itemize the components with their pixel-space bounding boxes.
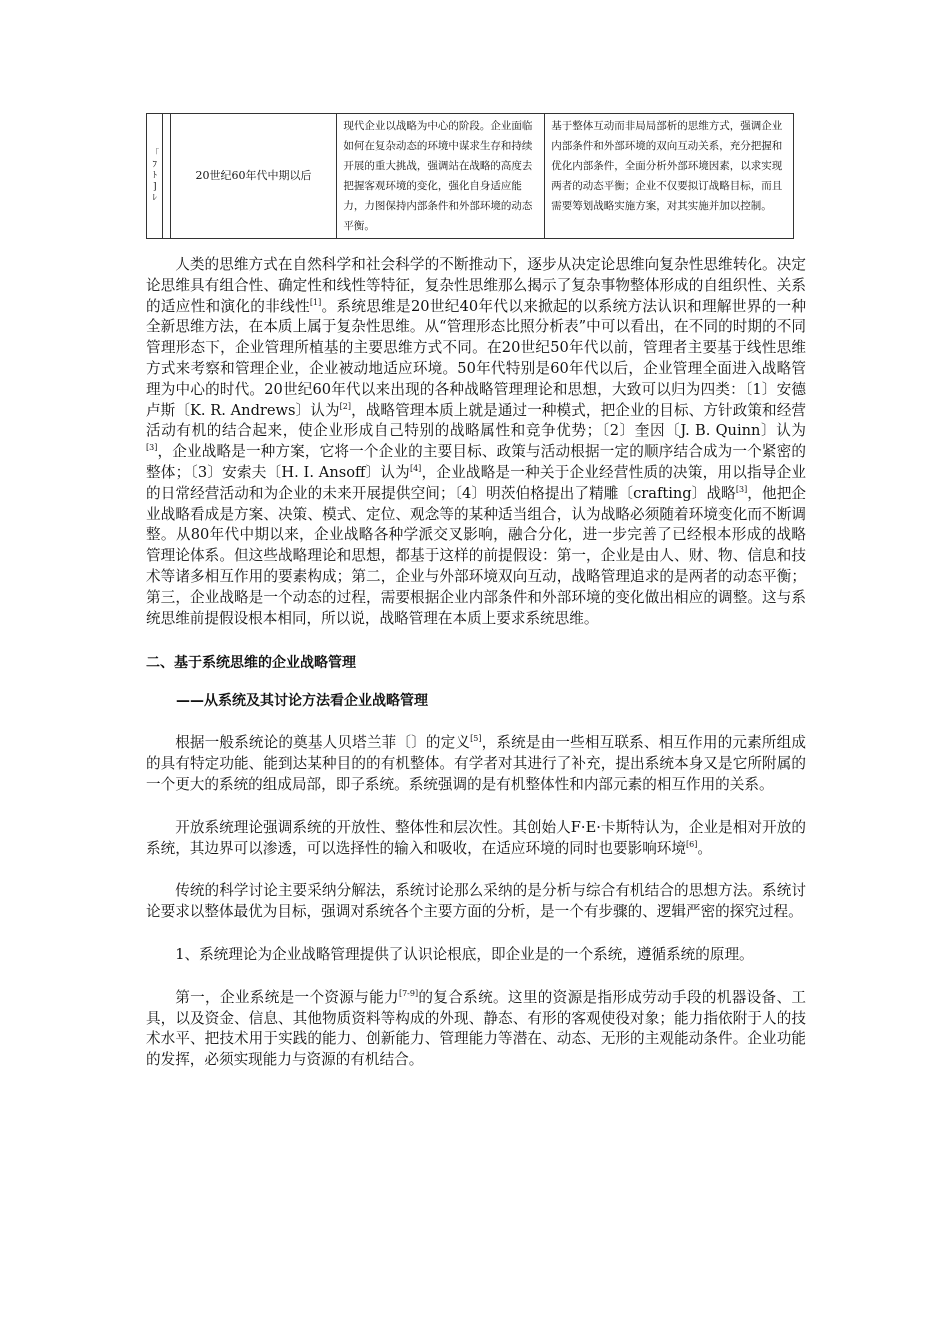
table-thinking-cell: 基于整体互动而非局局部析的思维方式，强调企业内部条件和外部环境的双向互动关系，充分把握和优化内部条件，全面分析外部环境因素，以求实现两者的动态平衡；企业不仅要拟订战略目标，而且需要筹划战略实施方案，对其实施并加以控制。 [545, 114, 794, 239]
section-subheading: ——从系统及其讨论方法看企业战略管理 [176, 693, 428, 710]
text: 人类的思维方式在自然科学和社会科学的不断推动下，逐步从决定论思维向复杂性思维转化。决定论思维具有组合性、确定性和线性等特征，复杂性思维那么揭示了复杂事物整体形成的自组织性、关系的适应性和演化的非线性 [146, 256, 806, 315]
paragraph-thinking-evolution [146, 255, 806, 629]
table-row [147, 114, 794, 239]
citation: [4] [409, 464, 422, 474]
side-char: ﾚ [152, 192, 157, 203]
paragraph-system-definition [146, 733, 806, 795]
citation: [3] [146, 443, 158, 453]
text: 。系统思维是20世纪40年代以来掀起的以系统方法认识和理解世界的一种全新思维方法，在本质上属于复杂性思维。从“管理形态比照分析表”中可以看出，在不同的时期的不同管理形态下，企业管理所植基的主要思维方式不同。在20世纪50年代以前，管理者主要基于线性思维方式来考察和管理企业，企业被动地适应环境。50年代特别是60年代以后，企业管理全面进入战略管理为中心的时代。20世纪60年代以来出现的各种战略管理理论和思想，大致可以归为四类：〔1〕安德卢斯〔K. R. Andrews〕认为 [146, 297, 806, 419]
paragraph-research-method: 传统的科学讨论主要采纳分解法，系统讨论那么采纳的是分析与综合有机结合的思想方法。系统讨论要求以整体最优为目标，强调对系统各个主要方面的分析，是一个有步骤的、逻辑严密的探究过程。 [146, 882, 806, 921]
citation: [1] [309, 297, 322, 307]
section-heading: 二、基于系统思维的企业战略管理 [146, 655, 356, 672]
text: ，系统是由一些相互联系、相互作用的元素所组成的具有特定功能、能到达某种目的的有机整体。有学者对其进行了补充，提出系统本身又是它所附属的一个更大的系统的组成局部，即子系统。系统强调的是有机整体性和内部元素的相互作用的关系。 [146, 734, 806, 793]
side-char: ] [152, 181, 157, 192]
management-form-table [146, 113, 794, 239]
side-char: ﾄ [152, 170, 157, 181]
side-char: 「 [150, 148, 160, 159]
text: 开放系统理论强调系统的开放性、整体性和层次性。其创始人F·E·卡斯特认为，企业是相对开放的系统，其边界可以渗透，可以选择性的输入和吸收，在适应环境的同时也要影响环境 [146, 818, 806, 857]
table-description-cell: 现代企业以战略为中心的阶段。企业面临如何在复杂动态的环境中谋求生存和持续开展的重大挑战，强调站在战略的高度去把握客观环境的变化，强化自身适应能力，力图保持内部条件和外部环境的动态平衡。 [337, 114, 545, 239]
citation: [3] [735, 484, 748, 494]
text: 。 [697, 839, 712, 857]
text: 的复合系统。这里的资源是指形成劳动手段的机器设备、工具，以及资金、信息、其他物质资料等构成的外现、静态、有形的客观使役对象；能力指依附于人的技术水平、把技术用于实践的能力、创新能力、管理能力等潜在、动态、无形的主观能动条件。企业功能的发挥，必须实现能力与资源的有机结合。 [146, 988, 806, 1069]
citation: [6] [685, 839, 698, 849]
paragraph-resource-ability [146, 988, 806, 1071]
table-period-cell: 20世纪60年代中期以后 [170, 114, 337, 239]
paragraph-open-system [146, 818, 806, 860]
citation: [5] [470, 734, 482, 744]
text: ，企业战略是一种关于企业经营性质的决策，用以指导企业的日常经营活动和为企业的未来开展提供空间；〔4〕明茨伯格提出了精雕〔crafting〕战略 [146, 463, 806, 502]
text: ，他把企业战略看成是方案、决策、模式、定位、观念等的某种适当组合，认为战略必须随着环境变化而不断调整。从80年代中期以来，企业战略各种学派交叉影响，融合分化，进一步完善了已经根本形成的战略管理论体系。但这些战略理论和思想，都基于这样的前提假设：第一，企业是由人、财、物、信息和技术等诸多相互作用的要素构成；第二，企业与外部环境双向互动，战略管理追求的是两者的动态平衡；第三，企业战略是一个动态的过程，需要根据企业内部条件和外部环境的变化做出相应的调整。这与系统思维前提假设根本相同，所以说，战略管理在本质上要求系统思维。 [146, 484, 806, 627]
text: 根据一般系统论的奠基人贝塔兰菲〔〕的定义 [175, 734, 471, 752]
table-side-label [147, 114, 163, 239]
citation: [2] [339, 401, 351, 411]
text: ，战略管理本质上就是通过一种模式，把企业的目标、方针政策和经营活动有机的结合起来，使企业形成自己特别的战略属性和竞争优势；〔2〕奎因〔J. B. Quinn〕认为 [146, 401, 806, 440]
text: ，企业战略是一种方案，它将一个企业的主要目标、政策与活动根据一定的顺序结合成为一个紧密的整体；〔3〕安索夫〔H. I. Ansoff〕认为 [146, 443, 806, 481]
text: 第一，企业系统是一个资源与能力 [175, 988, 399, 1006]
document-body [146, 255, 806, 1071]
side-char: ﾌ [152, 159, 157, 170]
citation: [7-9] [398, 988, 419, 998]
paragraph-point-1: 1、系统理论为企业战略管理提供了认识论根底，即企业是的一个系统，遵循系统的原理。 [175, 945, 754, 963]
table-empty-cell [163, 114, 170, 239]
